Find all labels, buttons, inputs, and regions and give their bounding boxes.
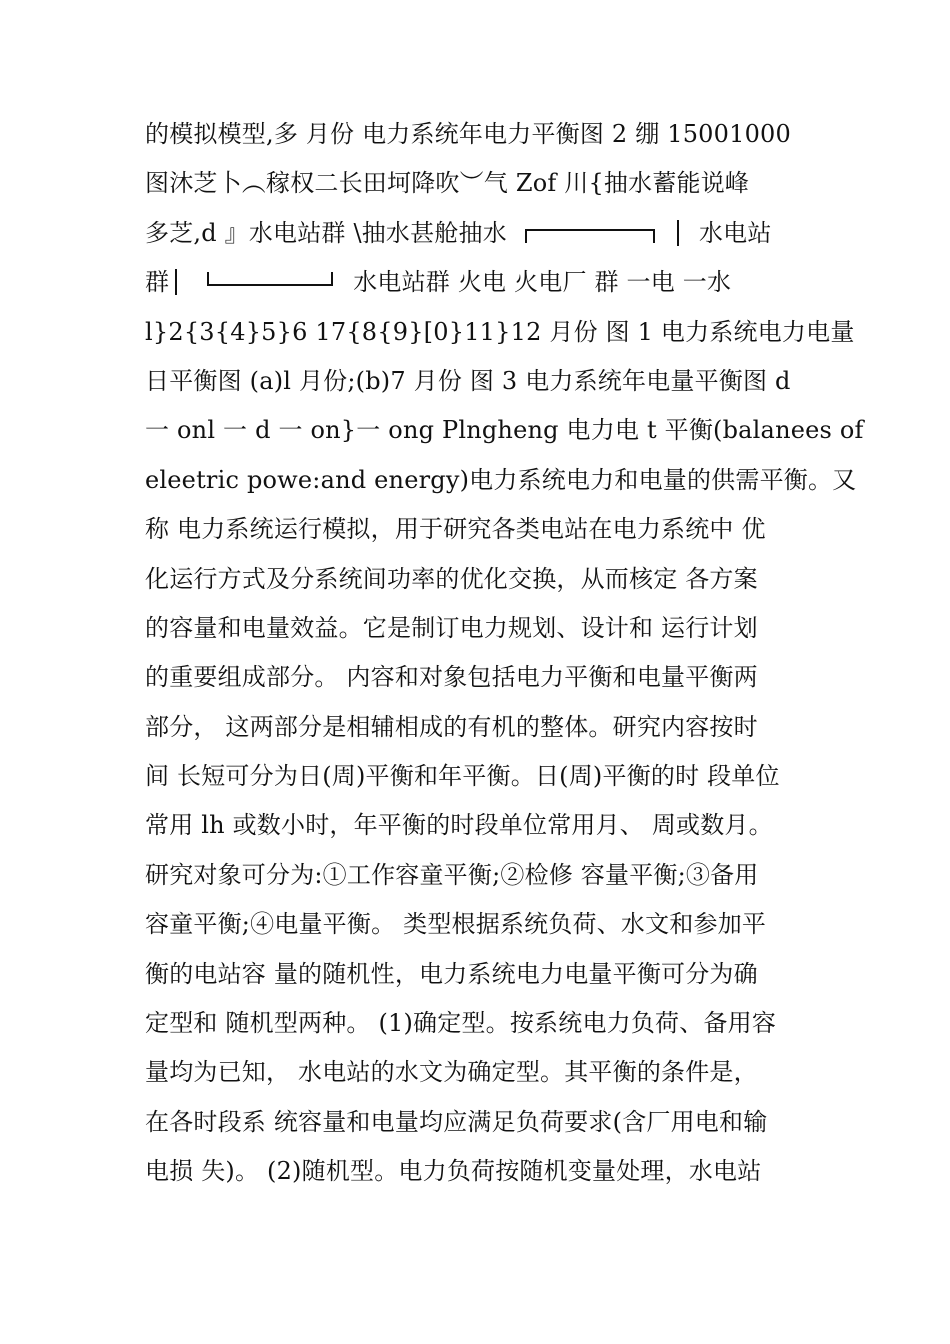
text-line-7 xyxy=(145,406,864,455)
text-line-18 xyxy=(145,950,810,999)
text-line-2 xyxy=(145,159,810,208)
body-text xyxy=(145,110,864,1197)
vertical-bar-icon xyxy=(677,220,679,246)
bracket-top-icon xyxy=(525,229,655,243)
text-line-14 xyxy=(145,752,810,801)
text-line-10 xyxy=(145,555,810,604)
text-line-6 xyxy=(145,357,810,406)
text-segment: 日平衡图 (a)l 月份;(b)7 月份 图 3 电力系统年电量平衡图 d xyxy=(145,366,791,395)
text-segment: 多芝,d 』水电站群 \抽水甚舱抽水 xyxy=(145,218,507,247)
text-segment: 研究对象可分为:①工作容童平衡;②检修 容量平衡;③备用 xyxy=(145,860,759,889)
text-segment: l}2{3{4}5}6 17{8{9}[0}11}12 月份 图 1 电力系统电力电量 xyxy=(145,317,855,346)
text-segment: 电损 失)。 (2)随机型。电力负荷按随机变量处理，水电站 xyxy=(145,1157,762,1186)
text-segment: 称 电力系统运行模拟，用于研究各类电站在电力系统中 优 xyxy=(145,515,766,544)
text-line-4 xyxy=(145,258,810,307)
bracket-bottom-icon xyxy=(207,272,333,286)
text-segment: 的重要组成部分。 内容和对象包括电力平衡和电量平衡两 xyxy=(145,663,758,692)
text-line-15 xyxy=(145,801,810,850)
text-line-11 xyxy=(145,604,810,653)
text-segment: 在各时段系 统容量和电量均应满足负荷要求(含厂用电和输 xyxy=(145,1107,768,1136)
text-line-3 xyxy=(145,209,810,258)
vertical-bar-icon xyxy=(175,269,177,295)
text-segment: eleetric powe:and energy)电力系统电力和电量的供需平衡。又 xyxy=(145,465,857,494)
text-line-21 xyxy=(145,1098,810,1147)
text-line-12 xyxy=(145,653,810,702)
text-line-17 xyxy=(145,900,810,949)
text-line-22 xyxy=(145,1147,810,1196)
text-segment: 化运行方式及分系统间功率的优化交换，从而核定 各方案 xyxy=(145,564,758,593)
text-segment: 水电站 xyxy=(698,218,772,247)
text-line-16 xyxy=(145,851,810,900)
text-segment: 容童平衡;④电量平衡。 类型根据系统负荷、水文和参加平 xyxy=(145,910,767,939)
text-line-19 xyxy=(145,999,810,1048)
text-segment: 部分， 这两部分是相辅相成的有机的整体。研究内容按时 xyxy=(145,712,758,741)
text-segment: 水电站群 火电 火电厂 群 一电 一水 xyxy=(353,268,732,297)
text-segment: 的容量和电量效益。它是制订电力规划、设计和 运行计划 xyxy=(145,613,758,642)
text-line-1 xyxy=(145,110,810,159)
text-segment: 定型和 随机型两种。 (1)确定型。按系统电力负荷、备用容 xyxy=(145,1009,777,1038)
text-line-8 xyxy=(145,456,857,505)
text-line-13 xyxy=(145,703,810,752)
text-segment: 的模拟模型,多 月份 电力系统年电力平衡图 2 绷 15001000 xyxy=(145,120,791,148)
text-segment: 间 长短可分为日(周)平衡和年平衡。日(周)平衡的时 段单位 xyxy=(145,762,780,791)
text-line-9 xyxy=(145,505,810,554)
text-segment: 一 onl 一 d 一 on}一 ong Plngheng 电力电 t 平衡(balanees of xyxy=(145,416,864,445)
text-segment: 图沐芝卜︵稼权二长田坷降吹︶气 Zof 川{抽水蓄能说峰 xyxy=(145,169,750,198)
text-segment: 量均为已知， 水电站的水文为确定型。其平衡的条件是， xyxy=(145,1058,758,1087)
text-segment: 常用 lh 或数小时，年平衡的时段单位常用月、 周或数月。 xyxy=(145,811,773,840)
text-segment: 群 xyxy=(145,268,170,297)
text-line-20 xyxy=(145,1048,810,1097)
text-segment: 衡的电站容 量的随机性，电力系统电力电量平衡可分为确 xyxy=(145,959,758,988)
text-line-5 xyxy=(145,308,855,357)
